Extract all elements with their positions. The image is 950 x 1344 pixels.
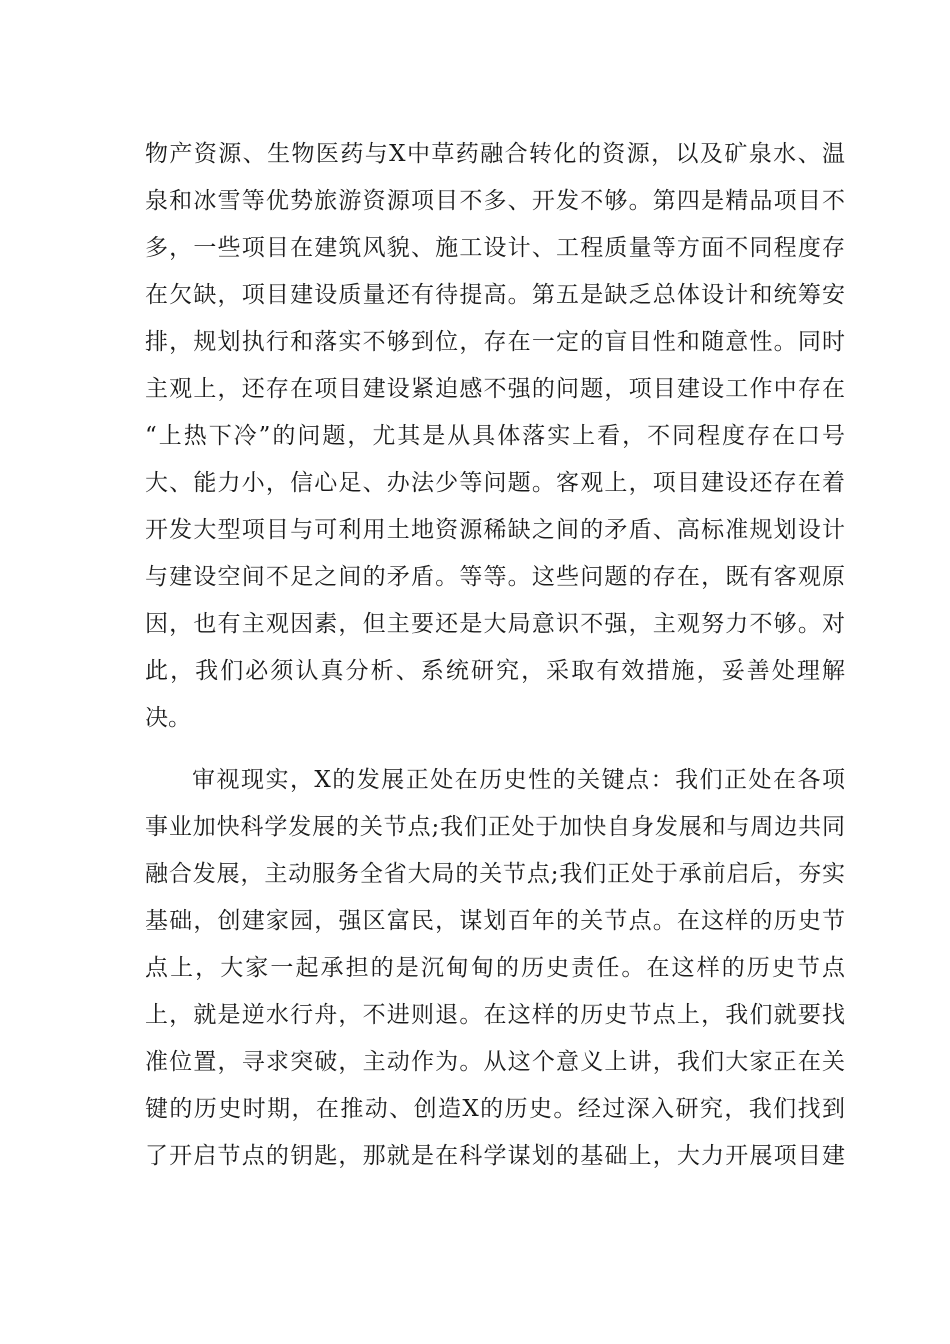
- text-line: 事业加快科学发展的关节点;我们正处于加快自身发展和与周边共同: [145, 814, 845, 840]
- text-line: “上热下冷”的问题，尤其是从具体落实上看，不同程度存在口号: [145, 423, 845, 449]
- text-line: 多，一些项目在建筑风貌、施工设计、工程质量等方面不同程度存: [145, 235, 845, 261]
- text-line: 大、能力小，信心足、办法少等问题。客观上，项目建设还存在着: [145, 470, 845, 496]
- text-line: 排，规划执行和落实不够到位，存在一定的盲目性和随意性。同时: [145, 329, 845, 355]
- text-line: 此，我们必须认真分析、系统研究，采取有效措施，妥善处理解: [145, 658, 845, 684]
- text-line: 键的历史时期，在推动、创造X的历史。经过深入研究，我们找到: [145, 1096, 845, 1122]
- text-line: 在欠缺，项目建设质量还有待提高。第五是缺乏总体设计和统筹安: [145, 282, 845, 308]
- text-line: 物产资源、生物医药与X中草药融合转化的资源，以及矿泉水、温: [145, 141, 845, 167]
- text-line: 点上，大家一起承担的是沉甸甸的历史责任。在这样的历史节点: [145, 955, 845, 981]
- text-line: 泉和冰雪等优势旅游资源项目不多、开发不够。第四是精品项目不: [145, 188, 845, 214]
- text-line: 决。: [145, 705, 191, 731]
- text-line: 因，也有主观因素，但主要还是大局意识不强，主观努力不够。对: [145, 611, 845, 637]
- text-line: 基础，创建家园，强区富民，谋划百年的关节点。在这样的历史节: [145, 908, 845, 934]
- text-line: 上，就是逆水行舟，不进则退。在这样的历史节点上，我们就要找: [145, 1002, 845, 1028]
- text-line: 了开启节点的钥匙，那就是在科学谋划的基础上，大力开展项目建: [145, 1143, 845, 1169]
- text-line: 开发大型项目与可利用土地资源稀缺之间的矛盾、高标准规划设计: [145, 517, 845, 543]
- text-line: 与建设空间不足之间的矛盾。等等。这些问题的存在，既有客观原: [145, 564, 845, 590]
- text-line: 主观上，还存在项目建设紧迫感不强的问题，项目建设工作中存在: [145, 376, 845, 402]
- paragraph-first-line: 审视现实，X的发展正处在历史性的关键点：我们正处在各项: [192, 767, 845, 793]
- text-line: 准位置，寻求突破，主动作为。从这个意义上讲，我们大家正在关: [145, 1049, 845, 1075]
- text-line: 融合发展，主动服务全省大局的关节点;我们正处于承前启后，夯实: [145, 861, 845, 887]
